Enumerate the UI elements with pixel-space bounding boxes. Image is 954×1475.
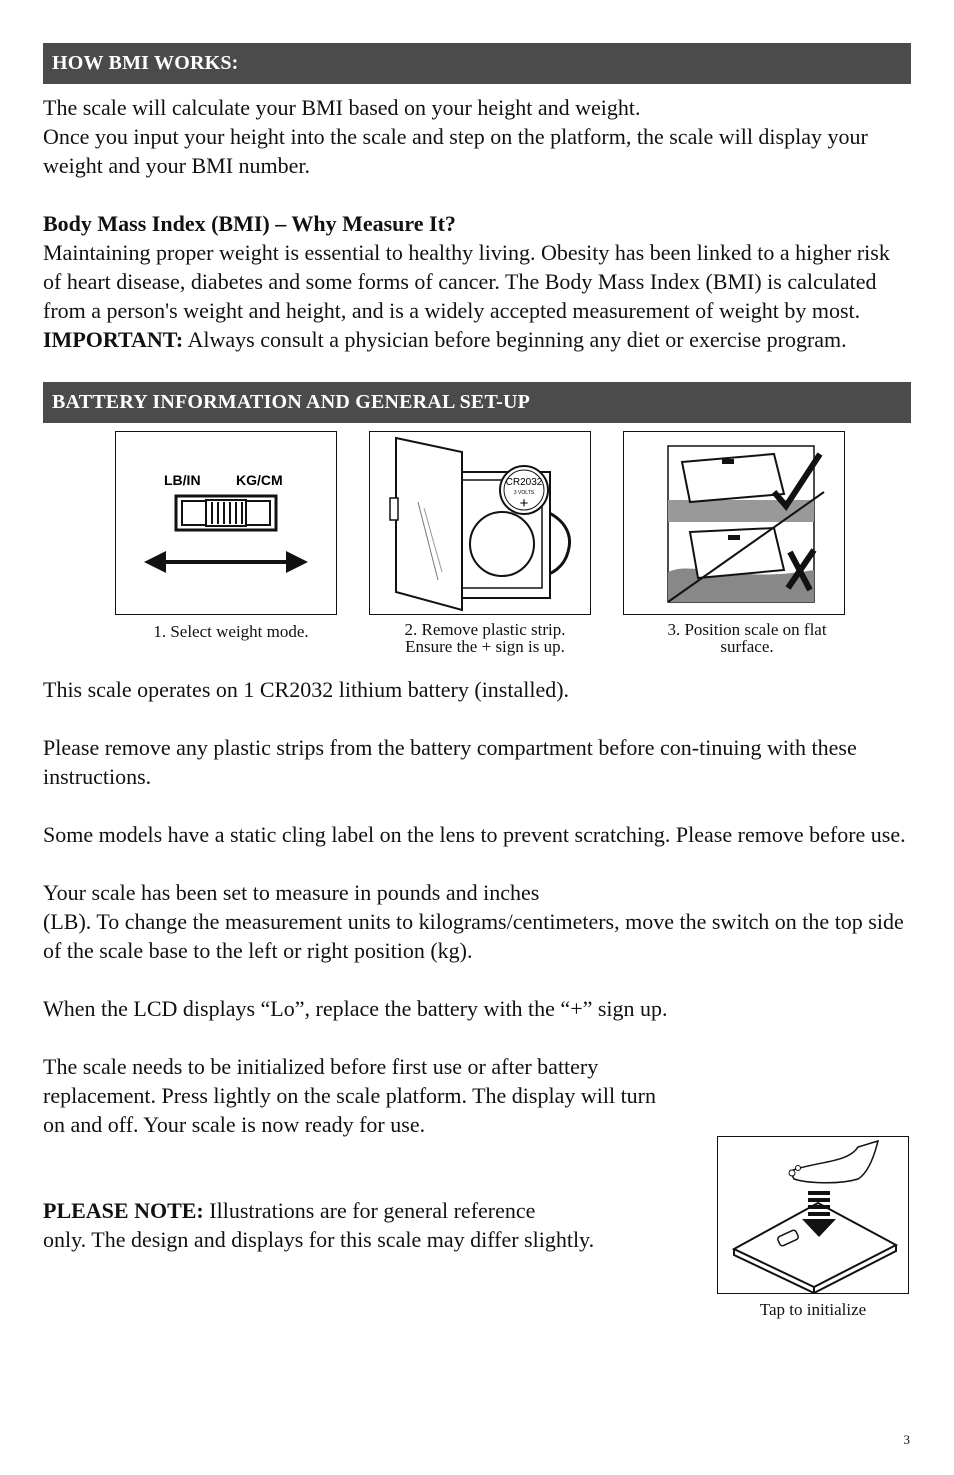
bmi-intro-line1: The scale will calculate your BMI based on your height and weight. [43, 95, 641, 120]
figure-3-caption-line2: surface. [720, 637, 774, 656]
bmi-why-heading: Body Mass Index (BMI) – Why Measure It? [43, 211, 456, 236]
important-label: IMPORTANT: [43, 327, 184, 352]
figure-battery [369, 431, 591, 615]
battery-p2: Please remove any plastic strips from the battery compartment before con-tinuing with these instructions. [43, 735, 857, 789]
battery-volts-label: 3 VOLTS [513, 490, 535, 496]
battery-p5: When the LCD displays “Lo”, replace the battery with the “+” sign up. [43, 996, 668, 1021]
tap-to-initialize-illustration [718, 1137, 908, 1293]
setup-figures [43, 431, 911, 675]
figure-2-caption [369, 621, 601, 655]
bmi-intro [43, 93, 911, 354]
bmi-intro-line2: Once you input your height into the scale and step on the platform, the scale will display your weight and your BMI number. [43, 124, 868, 178]
important-text: Always consult a physician before beginning any diet or exercise program. [183, 327, 847, 352]
initialize-caption: Tap to initialize [759, 1300, 867, 1319]
battery-section-heading: BATTERY INFORMATION AND GENERAL SET-UP [43, 382, 911, 423]
figure-weight-mode [115, 431, 337, 615]
battery-p4-line1: Your scale has been set to measure in pounds and inches [43, 880, 540, 905]
figure-2-caption-line1: 2. Remove plastic strip. [404, 620, 566, 639]
foot-icon [790, 1141, 878, 1183]
bmi-why-text: Maintaining proper weight is essential to healthy living. Obesity has been linked to a higher risk of heart disease, diabetes and some forms of cancer. The Body Mass Index (BMI) is calculated from a person's weight and height, and is a widely accepted measurement of weight by most. [43, 240, 890, 323]
please-note-text-line1: Illustrations are for general reference [203, 1198, 536, 1223]
lb-in-label: LB/IN [164, 472, 201, 488]
manual-page [43, 43, 911, 1254]
please-note-text-line2: only. The design and displays for this scale may differ slightly. [43, 1227, 595, 1252]
kg-cm-label: KG/CM [236, 472, 283, 488]
please-note-label: PLEASE NOTE: [43, 1198, 204, 1223]
figure-1-caption: 1. Select weight mode. [153, 622, 309, 641]
battery-cr2032-label: CR2032 [505, 477, 543, 488]
weight-mode-switch-illustration [116, 432, 336, 614]
battery-p1: This scale operates on 1 CR2032 lithium battery (installed). [43, 677, 570, 702]
initialize-illustration-frame [717, 1136, 909, 1294]
battery-p3: Some models have a static cling label on the lens to prevent scratching. Please remove before use. [43, 822, 906, 847]
battery-p4-line2: (LB). To change the measurement units to kilograms/centimeters, move the switch on the top side of the scale base to the left or right position (kg). [43, 909, 904, 963]
figure-3-caption [629, 621, 865, 655]
figure-flat-surface [623, 431, 845, 615]
battery-plus-sign: + [519, 495, 529, 512]
battery-p6: The scale needs to be initialized before first use or after battery replacement. Press lightly on the scale platform. The display will turn on and off. Your scale is now ready for use. [43, 1054, 657, 1137]
battery-compartment-illustration [370, 432, 590, 614]
figure-3-caption-line1: 3. Position scale on flat [667, 620, 827, 639]
figure-2-caption-line2: Ensure the + sign is up. [405, 637, 565, 656]
initialize-figure [717, 1136, 909, 1320]
bmi-section-heading: HOW BMI WORKS: [43, 43, 911, 84]
page-number: 3 [903, 1432, 910, 1447]
important-note [43, 325, 911, 354]
flat-surface-illustration [624, 432, 844, 614]
